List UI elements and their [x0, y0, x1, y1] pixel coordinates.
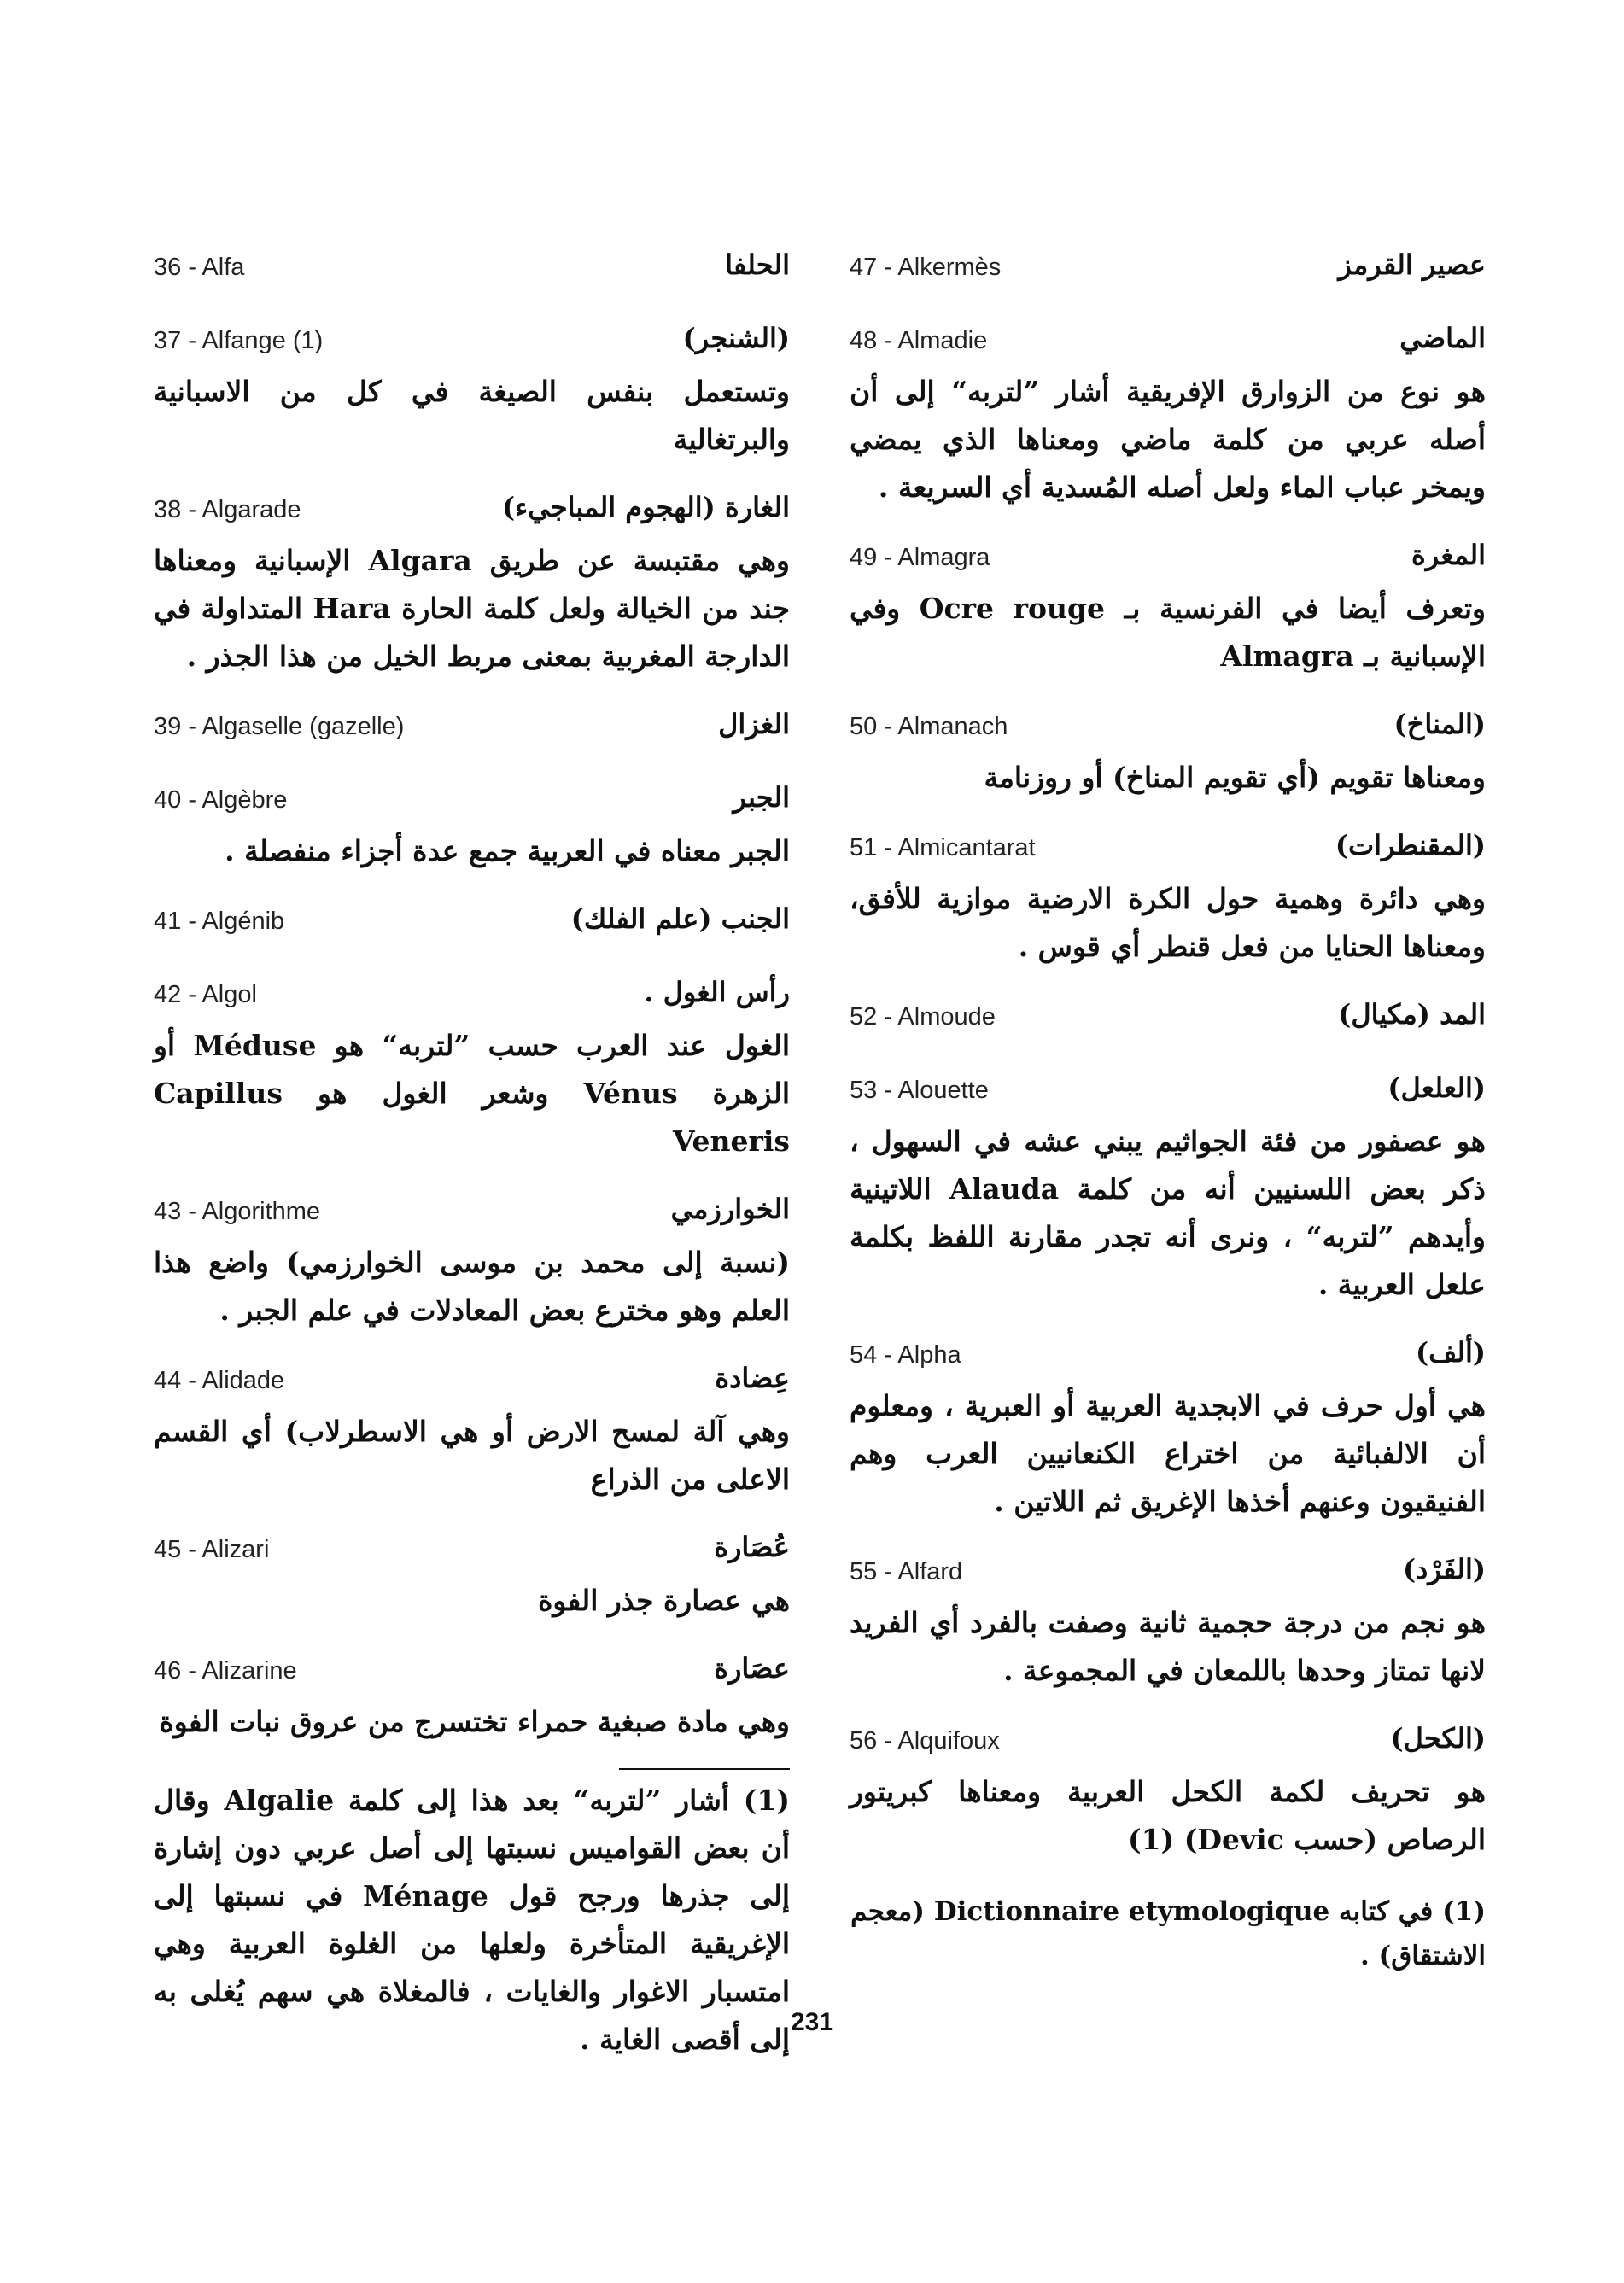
entry-definition: هي أول حرف في الابجدية العربية أو العبرية ، ومعلوم أن الالفبائية من اختراع الكنعانيين العرب وهم الفنيقيون وعنهم أخذها الإغريق ثم اللاتين .: [850, 1389, 1486, 1518]
entry-arabic-term: (المناخ): [1393, 708, 1486, 740]
entry-definition: وتستعمل بنفس الصيغة في كل من الاسبانية والبرتغالية: [154, 375, 790, 456]
entry-number: 51 - Almicantarat: [850, 834, 1036, 861]
entry-number: 43 - Algorithme: [154, 1198, 321, 1225]
entry-50: [850, 703, 1486, 802]
entry-definition: هو نجم من درجة حجمية ثانية وصفت بالفرد أي الفريد لانها تمتاز وحدها باللمعان في المجموعة .: [850, 1606, 1486, 1687]
entry-number: 40 - Algèbre: [154, 786, 288, 814]
entry-number: 41 - Algénib: [154, 908, 285, 935]
entry-arabic-term: الماضي: [1399, 322, 1486, 354]
entry-definition: (نسبة إلى محمد بن موسى الخوارزمي) واضع هذا العلم وهو مخترع بعض المعادلات في علم الجبر .: [154, 1246, 790, 1327]
entry-49: [850, 534, 1486, 680]
entry-arabic-term: (المقنطرات): [1335, 829, 1486, 861]
entry-38: [154, 486, 790, 680]
entry-arabic-term: عِضادة: [715, 1362, 790, 1394]
entry-number: 47 - Alkermès: [850, 254, 1002, 281]
right-footnote: (1) في كتابه Dictionnaire etymologique (معجم الاشتقاق) .: [850, 1896, 1486, 1971]
entry-number: 42 - Algol: [154, 981, 257, 1008]
page-number: 231: [790, 2008, 834, 2036]
entry-arabic-term: عصَارة: [714, 1652, 790, 1685]
entry-44: [154, 1357, 790, 1504]
entry-arabic-term: (ألف): [1415, 1336, 1486, 1369]
entry-arabic-term: (الشنجر): [682, 322, 790, 354]
entry-39: [154, 703, 790, 754]
entry-number: 39 - Algaselle (gazelle): [154, 713, 405, 740]
entry-arabic-term: الخوارزمي: [670, 1193, 790, 1225]
entry-arabic-term: (الفَرْد): [1402, 1553, 1486, 1585]
entry-arabic-term: الجبر: [733, 781, 790, 814]
entry-42: [154, 971, 790, 1165]
entry-arabic-term: الغارة (الهجوم المباجيء): [501, 491, 790, 523]
entry-41: [154, 897, 790, 949]
entry-53: [850, 1066, 1486, 1309]
entry-number: 55 - Alfard: [850, 1558, 963, 1585]
entry-37: [154, 317, 790, 464]
entry-definition: وهي مادة صبغية حمراء تختسرج من عروق نبات الفوة: [159, 1705, 790, 1738]
entry-number: 54 - Alpha: [850, 1341, 961, 1369]
entry-definition: وهي مقتبسة عن طريق Algara الإسبانية ومعناها جند من الخيالة ولعل كلمة الحارة Hara المتداولة في الدارجة المغربية بمعنى مربط الخيل من هذا الجذر .: [154, 544, 790, 673]
entry-definition: وتعرف أيضا في الفرنسية بـ Ocre rouge وفي الإسبانية بـ Almagra: [850, 592, 1486, 673]
entry-definition: وهي دائرة وهمية حول الكرة الارضية موازية للأفق، ومعناها الحنايا من فعل قنطر أي قوس .: [850, 882, 1486, 963]
entry-number: 44 - Alidade: [154, 1367, 285, 1394]
entry-number: 50 - Almanach: [850, 713, 1008, 740]
entry-52: [850, 993, 1486, 1044]
footnote-rule: [619, 1768, 790, 1770]
entry-definition: وهي آلة لمسح الارض أو هي الاسطرلاب) أي القسم الاعلى من الذراع: [154, 1415, 790, 1496]
entry-43: [154, 1188, 790, 1334]
entry-definition: هي عصارة جذر الفوة: [538, 1584, 790, 1617]
left-footnote: (1) أشار ”لتربه“ بعد هذا إلى كلمة Algalie وقال أن بعض القواميس نسبتها إلى أصل عربي دون إشارة إلى جذرها ورجح قول Ménage في نسبتها إلى الإغريقية المتأخرة ولعلها من الغلوة العربية وهي امتسبار الاغوار والغايات ، فالمغلاة هي سهم يُغلى به إلى أقصى الغاية .: [154, 1784, 791, 2056]
entry-56: [850, 1717, 1486, 1864]
entry-arabic-term: المد (مكيال): [1338, 998, 1486, 1031]
entry-55: [850, 1548, 1486, 1695]
entry-definition: هو نوع من الزوارق الإفريقية أشار ”لتربه“ إلى أن أصله عربي من كلمة ماضي ومعناها الذي يمضي ويمخر عباب الماء ولعل أصله المُسدية أي السريعة .: [850, 375, 1486, 504]
entry-54: [850, 1331, 1486, 1526]
entry-number: 45 - Alizari: [154, 1536, 270, 1563]
entry-definition: هو تحريف لكمة الكحل العربية ومعناها كبريتور الرصاص (حسب Devic) (1): [850, 1775, 1486, 1856]
entry-arabic-term: الجنب (علم الفلك): [570, 902, 790, 935]
entry-arabic-term: عصير القرمز: [1338, 248, 1486, 281]
entry-47: [850, 243, 1486, 295]
entry-48: [850, 317, 1486, 511]
entry-40: [154, 776, 790, 875]
entry-number: 37 - Alfange (1): [154, 327, 324, 354]
entry-36: [154, 243, 790, 295]
entry-arabic-term: المغرة: [1411, 539, 1486, 571]
entry-arabic-term: (الكحل): [1390, 1722, 1486, 1755]
entry-number: 53 - Alouette: [850, 1077, 989, 1104]
entry-number: 36 - Alfa: [154, 254, 245, 281]
entry-number: 49 - Almagra: [850, 544, 990, 571]
entry-definition: الجبر معناه في العربية جمع عدة أجزاء منفصلة .: [225, 834, 790, 867]
entry-arabic-term: الغزال: [718, 708, 790, 740]
entry-number: 52 - Almoude: [850, 1003, 996, 1031]
entry-number: 48 - Almadie: [850, 327, 988, 354]
entry-definition: ومعناها تقويم (أي تقويم المناخ) أو روزنامة: [984, 761, 1486, 794]
entry-definition: هو عصفور من فئة الجواثيم يبني عشه في السهول ، ذكر بعض اللسنيين أنه من كلمة Alauda اللاتينية وأيدهم ”لتربه“ ، ونرى أنه تجدر مقارنة اللفظ بكلمة علعل العربية .: [850, 1124, 1486, 1301]
entry-number: 46 - Alizarine: [154, 1657, 297, 1685]
entry-arabic-term: عُصَارة: [714, 1531, 790, 1563]
entry-number: 38 - Algarade: [154, 496, 301, 523]
entry-arabic-term: رأس الغول .: [644, 976, 790, 1008]
entry-46: [154, 1647, 790, 1746]
entry-number: 56 - Alquifoux: [850, 1727, 1000, 1755]
entry-arabic-term: الحلفا: [725, 248, 790, 281]
entry-51: [850, 824, 1486, 971]
entry-definition: الغول عند العرب حسب ”لتربه“ هو Méduse أو الزهرة Vénus وشعر الغول هو Capillus Veneris: [154, 1029, 790, 1158]
left-column: [154, 243, 790, 2064]
entry-45: [154, 1526, 790, 1625]
entry-arabic-term: (العلعل): [1387, 1071, 1486, 1104]
right-column: [850, 243, 1486, 1978]
